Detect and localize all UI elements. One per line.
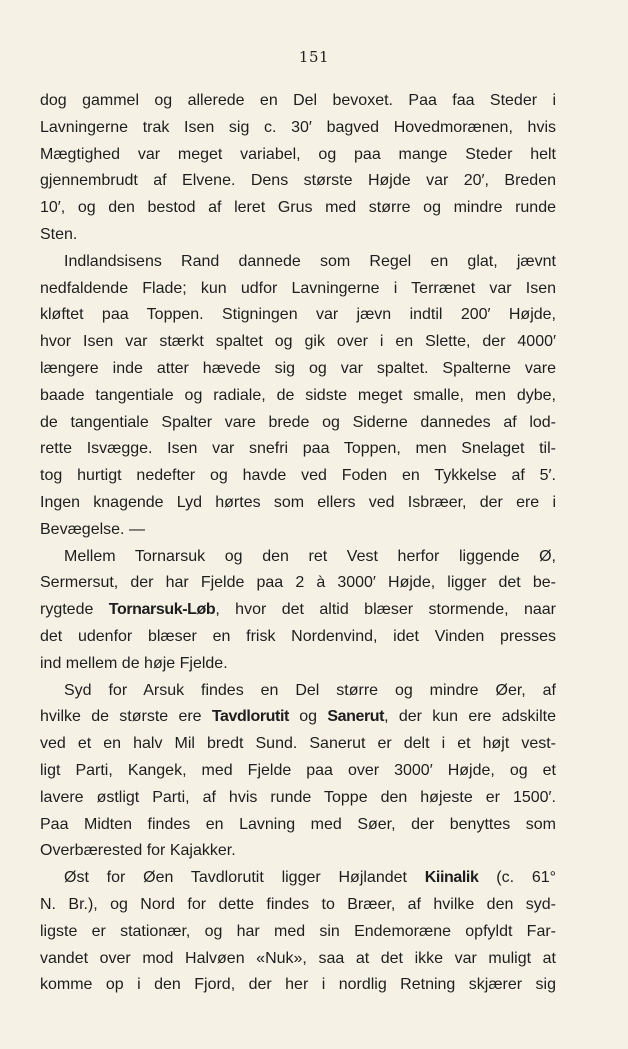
text-line: nedfaldende Flade; kun udfor Lavningerne i Terrænet var Isen — [40, 279, 556, 297]
place-name-sanerut: Sanerut — [327, 708, 385, 726]
text-line: længere inde atter hævede sig og var spaltet. Spalterne vare — [40, 359, 556, 377]
paragraph-start: Øst for Øen Tavdlorutit ligger Højlandet Kiinalik (c. 61° — [63, 869, 557, 887]
paragraph-start: Syd for Arsuk findes en Del større og mindre Øer, af — [64, 681, 556, 699]
body-text — [40, 88, 556, 999]
text-line: lavere østligt Parti, af hvis runde Toppe den højeste er 1500′. — [40, 788, 556, 806]
place-name-tavdlorutit: Tavdlorutit — [211, 708, 289, 726]
text-line: de tangentiale Spalter vare brede og Siderne dannedes af lod- — [40, 413, 556, 431]
place-name-kiinalik: Kiinalik — [424, 869, 479, 887]
text-line: Sten. — [40, 225, 78, 243]
text-line: det udenfor blæser en frisk Nordenvind, idet Vinden presses — [40, 627, 556, 645]
text-line: Paa Midten findes en Lavning med Søer, der benyttes som — [40, 815, 556, 833]
text-line: kløftet paa Toppen. Stigningen var jævn indtil 200′ Højde, — [40, 306, 556, 324]
text-line: ligt Parti, Kangek, med Fjelde paa over 3000′ Højde, og et — [40, 761, 556, 779]
text-line: rygtede Tornarsuk-Løb, hvor det altid blæser stormende, naar — [40, 601, 556, 619]
text-line: Ingen knagende Lyd hørtes som ellers ved Isbræer, der ere i — [40, 493, 556, 511]
text-line: komme op i den Fjord, der her i nordlig Retning skjærer sig — [40, 976, 556, 994]
text-line: ligste er stationær, og har med sin Endemoræne opfyldt Far- — [40, 922, 556, 940]
page-number: 151 — [298, 48, 330, 66]
text-line: ind mellem de høje Fjelde. — [40, 654, 228, 672]
text-line: gjennembrudt af Elvene. Dens største Højde var 20′, Breden — [40, 172, 556, 190]
text-line: Overbærested for Kajakker. — [40, 842, 236, 860]
text-line: Mægtighed var meget variabel, og paa mange Steder helt — [40, 145, 556, 163]
text-line: Bevægelse. — — [40, 520, 145, 538]
text-line: ved et en halv Mil bredt Sund. Sanerut er delt i et højt vest- — [40, 735, 556, 753]
text-line: vandet over mod Halvøen «Nuk», saa at det ikke var muligt at — [40, 949, 556, 967]
place-name-tornarsuk-lob: Tornarsuk-Løb — [108, 601, 216, 619]
text-line: tog hurtigt nedefter og havde ved Foden en Tykkelse af 5′. — [40, 467, 556, 485]
text-line: dog gammel og allerede en Del bevoxet. Paa faa Steder i — [40, 92, 556, 109]
text-line: rette Isvægge. Isen var snefri paa Toppen, men Snelaget til- — [40, 440, 556, 458]
text-line: Sermersut, der har Fjelde paa 2 à 3000′ Højde, ligger det be- — [40, 574, 556, 592]
text-line: N. Br.), og Nord for dette findes to Bræer, af hvilke den syd- — [40, 895, 556, 913]
text-line: Lavningerne trak Isen sig c. 30′ bagved Hovedmorænen, hvis — [40, 118, 556, 136]
text-line: hvilke de største ere Tavdlorutit og Sanerut, der kun ere adskilte — [40, 708, 556, 726]
paragraph-start: Mellem Tornarsuk og den ret Vest herfor liggende Ø, — [64, 547, 556, 565]
paragraph-start: Indlandsisens Rand dannede som Regel en glat, jævnt — [64, 252, 556, 270]
text-line: baade tangentiale og radiale, de sidste meget smalle, men dybe, — [40, 386, 556, 404]
text-line: 10′, og den bestod af leret Grus med større og mindre runde — [40, 199, 556, 217]
text-line: hvor Isen var stærkt spaltet og gik over i en Slette, der 4000′ — [40, 333, 556, 351]
